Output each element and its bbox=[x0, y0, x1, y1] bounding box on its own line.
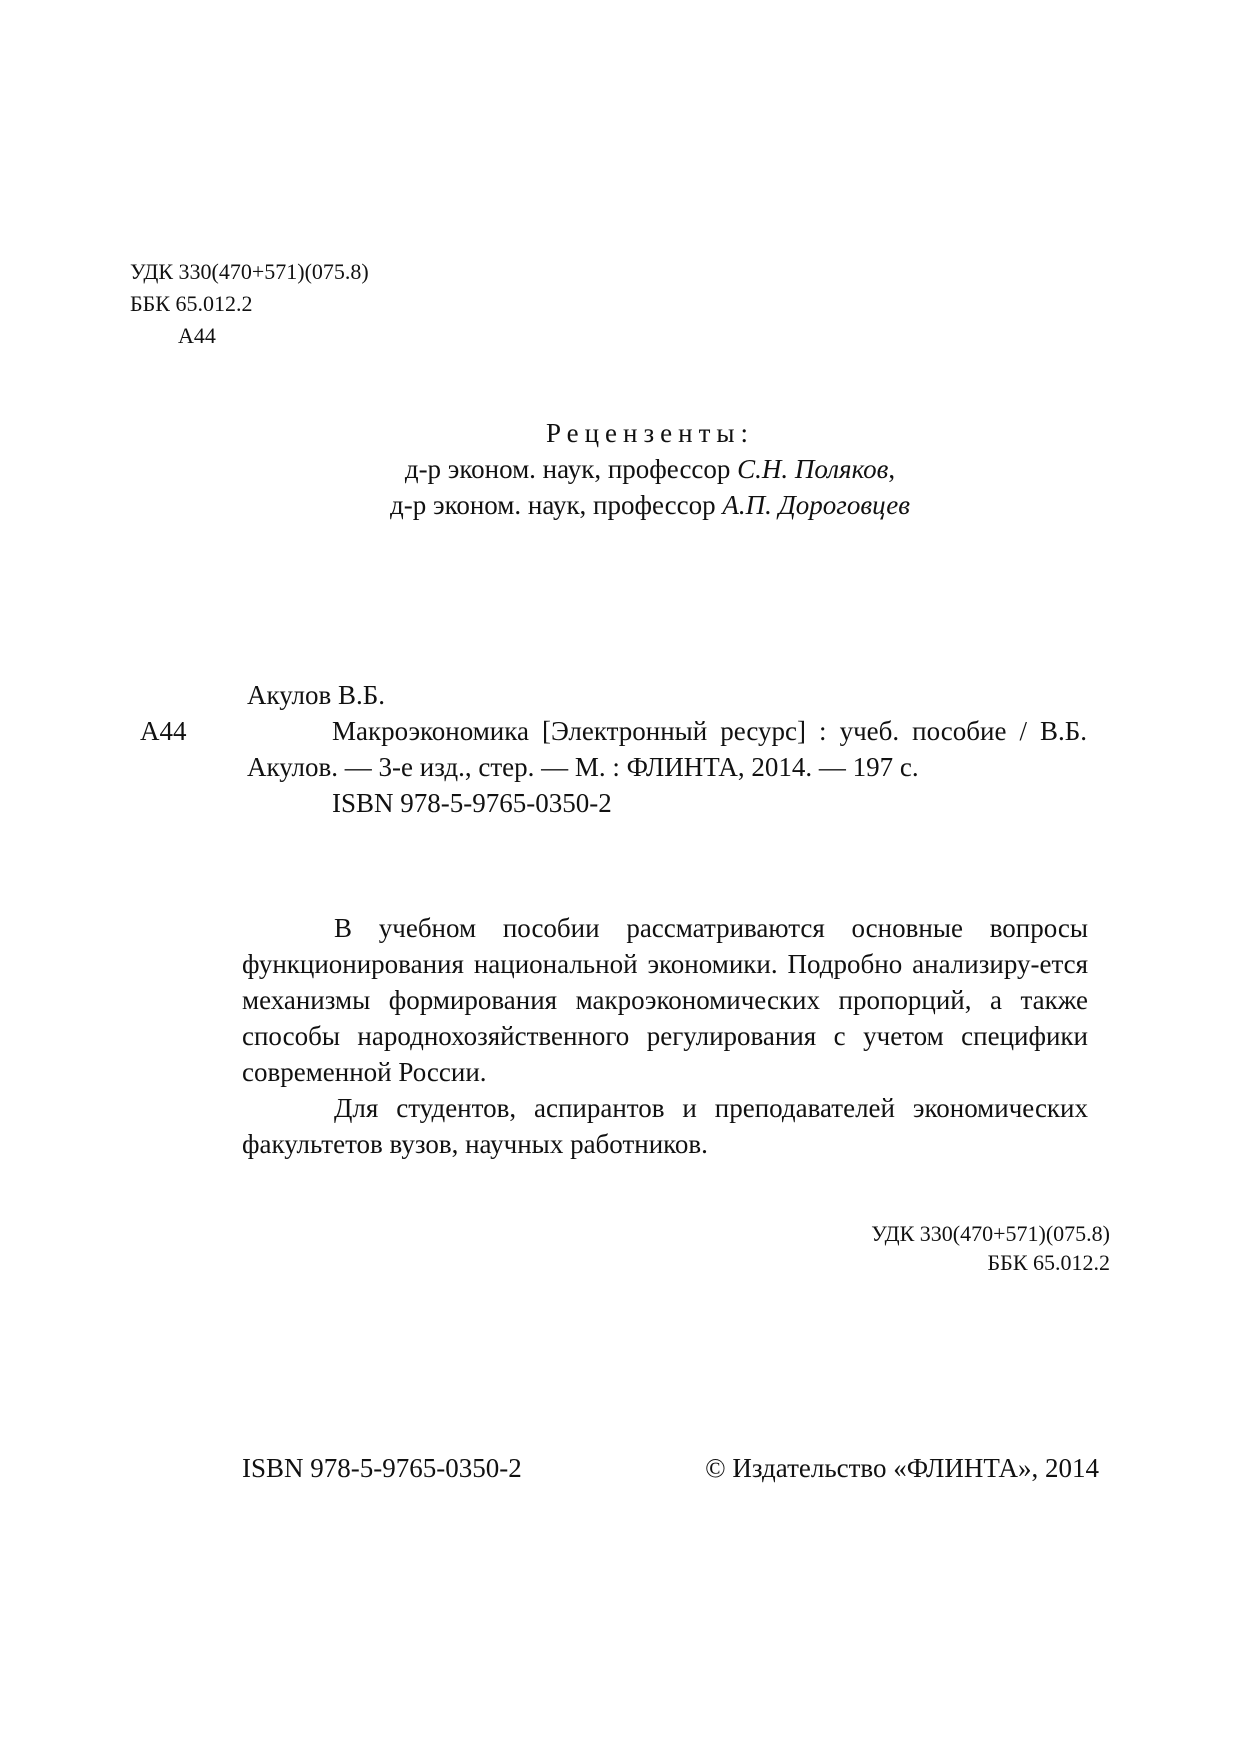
reviewer-2 bbox=[300, 487, 1000, 523]
annotation-paragraph-2: Для студентов, аспирантов и преподавателей экономических факультетов вузов, научных работников. bbox=[242, 1093, 1088, 1159]
footer-isbn: ISBN 978-5-9765-0350-2 bbox=[242, 1453, 522, 1483]
reviewers-heading: Рецензенты: bbox=[545, 418, 755, 448]
record-isbn: ISBN 978-5-9765-0350-2 bbox=[332, 788, 612, 818]
reviewer-1-suffix: , bbox=[888, 454, 896, 484]
reviewer-1-title: д-р эконом. наук, профессор bbox=[404, 454, 731, 484]
classification-bottom bbox=[871, 1220, 1110, 1277]
udc-code-top: УДК 330(470+571)(075.8) bbox=[130, 259, 369, 284]
reviewer-2-title: д-р эконом. наук, профессор bbox=[390, 490, 716, 520]
reviewers-block bbox=[300, 415, 1000, 523]
reviewer-2-name: А.П. Дороговцев bbox=[722, 490, 910, 520]
bbk-code-bottom: ББК 65.012.2 bbox=[987, 1249, 1110, 1275]
author-code-top: А44 bbox=[178, 323, 216, 348]
bbk-code-top: ББК 65.012.2 bbox=[130, 291, 253, 316]
record-author-code: А44 bbox=[140, 716, 187, 746]
udc-code-bottom: УДК 330(470+571)(075.8) bbox=[871, 1221, 1110, 1246]
footer-copyright: © Издательство «ФЛИНТА», 2014 bbox=[705, 1453, 1099, 1483]
reviewer-1 bbox=[300, 451, 1000, 487]
annotation-paragraph-1: В учебном пособии рассматриваются основные вопросы функционирования национальной экономики. Подробно анализиру-ется механизмы формирования макроэкономических пропорций, а также способы народнохозяйственного регулирования с учетом специфики современной России. bbox=[242, 913, 1088, 1087]
reviewer-1-name: С.Н. Поляков bbox=[737, 454, 889, 484]
record-author: Акулов В.Б. bbox=[247, 680, 386, 710]
annotation bbox=[242, 910, 1088, 1162]
record-description: Макроэкономика [Электронный ресурс] : учеб. пособие / В.Б. Акулов. — 3-е изд., стер. — М. : ФЛИНТА, 2014. — 197 с. bbox=[247, 716, 1087, 782]
